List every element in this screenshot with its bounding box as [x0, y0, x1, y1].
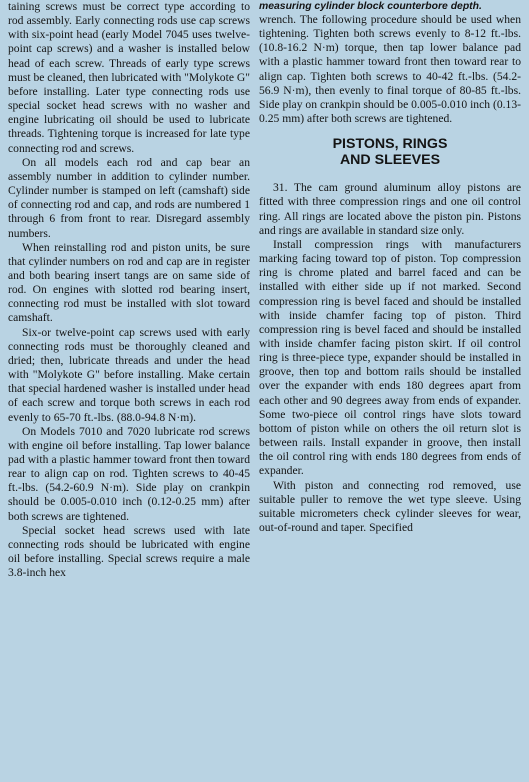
paragraph-remove-sleeve: With piston and connecting rod removed, use suitable puller to remove the wet type sleeve. Using suitable micrometers check cylinder sleeves for wear, out-of-round and taper. Specified [259, 478, 521, 534]
paragraph-assembly-numbers: On all models each rod and cap bear an assembly number in addition to cylinder number. Cylinder number is stamped on left (camshaft) side of connecting rod and cap, and rods are numbered 1 through 6 from front to rear. Disregard assembly numbers. [8, 155, 250, 240]
section-heading [259, 137, 521, 168]
right-column [259, 0, 521, 535]
paragraph-install-compression-rings: Install compression rings with manufacturers marking facing toward top of piston. Top compression ring is chrome plated and barrel faced and can be installed with either side up if not marked. Second compression ring is bevel faced and should be installed with inside chamfer facing top of piston. Third compression ring is bevel faced and should be installed with inside chamfer facing piston skirt. If oil control ring is three-piece type, expander should be installed in groove, then top and bottom rails should be installed over the expander with ends 180 degrees apart from each other and 90 degrees away from ends of expander. Some two-piece oil control rings have slots toward bottom of piston while on others the oil return slot is between rails. Install expander in groove, then install the oil control ring with ends 180 degrees from ends of expander. [259, 237, 521, 478]
paragraph-wrench-procedure: wrench. The following procedure should be used when tightening. Tighten both screws evenly to 8-12 ft.-lbs. (10.8-16.2 N·m) torque, then tap lower balance pad with a plastic hammer toward front then toward rear to align cap. Tighten both screws to 40-42 ft.-lbs. (54.2-56.9 N·m), then evenly to final torque of 80-85 ft.-lbs. Side play on crankpin should be 0.005-0.010 inch (0.13-0.25 mm) after both screws are tightened. [259, 13, 521, 126]
paragraph-models-7010-7020: On Models 7010 and 7020 lubricate rod screws with engine oil before installing. Tap lower balance pad with a plastic hammer toward front then toward rear to align cap on rod. Tighten screws to 40-45 ft.-lbs. (54.2-60.9 N·m). Side play on crankpin should be 0.005-0.010 inch (0.12-0.25 mm) after both screws are tightened. [8, 424, 250, 523]
paragraph-reinstall-rod: When reinstalling rod and piston units, be sure that cylinder numbers on rod and cap are in register and both bearing insert tangs are on same side of rod. On engines with slotted rod bearing insert, connecting rod must be installed with slot toward camshaft. [8, 240, 250, 325]
heading-line-2: AND SLEEVES [339, 151, 441, 168]
heading-line-1: PISTONS, RINGS [332, 136, 448, 153]
paragraph-pistons-rings: 31. The cam ground aluminum alloy pistons are fitted with three compression rings and one oil control ring. All rings are located above the piston pin. Pistons and rings are available in standard size only. [259, 181, 521, 237]
paragraph-early-cap-screws: Six-or twelve-point cap screws used with early connecting rods must be thoroughly cleaned and dried; then, lubricate threads and under the head with "Molykote G" before installing. Make certain that special hardened washer is installed under head of each screw and torque both screws in each rod evenly to 65-70 ft.-lbs. (88.0-94.8 N·m). [8, 325, 250, 424]
paragraph-socket-head-screws: Special socket head screws used with late connecting rods should be lubricated with engine oil before installing. Special screws require a male 3.8-inch hex [8, 523, 250, 580]
figure-caption: measuring cylinder block counterbore depth. [259, 1, 482, 12]
left-column [8, 0, 250, 580]
paragraph-rod-screws: taining screws must be correct type according to rod assembly. Early connecting rods use cap screws with six-point head (early Model 7045 uses twelve-point cap screws) and a washer is installed below head of each screw. Threads of early type screws must be cleaned, then lubricated with "Molykote G" before installing. Later type connecting rods use special socket head screws with no washer and engine lubricating oil should be used to lubricate threads. Tightening torque is increased for late type connecting rod and screws. [8, 0, 250, 155]
